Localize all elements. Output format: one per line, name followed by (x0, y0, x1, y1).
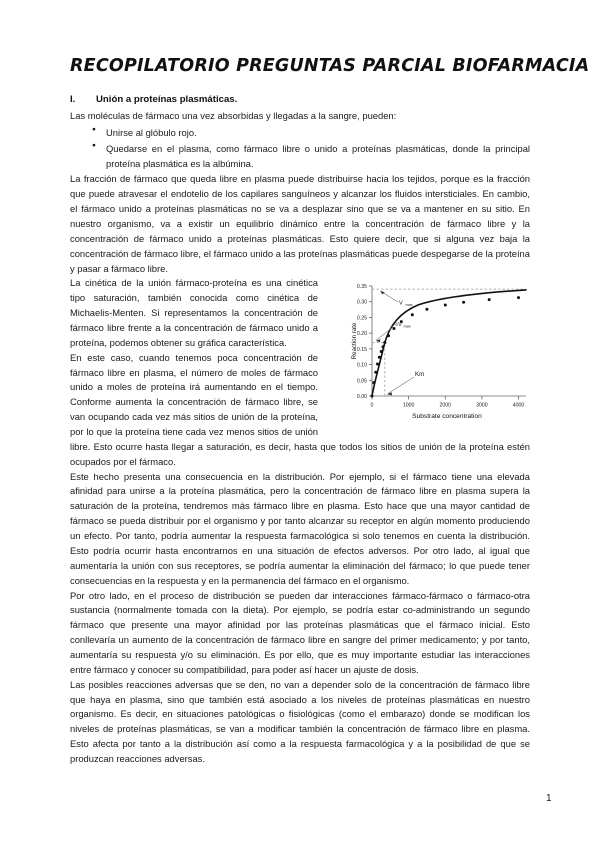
saturation-curve (372, 290, 526, 396)
page-title: RECOPILATORIO PREGUNTAS PARCIAL BIOFARMACIA (70, 56, 590, 76)
data-point (372, 382, 375, 385)
vmax-annotation (380, 291, 413, 307)
vmax-subscript: max (405, 303, 413, 308)
y-tick-label: 0.05 (356, 378, 367, 385)
data-point (411, 314, 414, 317)
y-tick-label: 0.00 (356, 394, 367, 401)
bullet-list (70, 126, 530, 172)
data-point (383, 341, 386, 344)
paragraph-6: Las posibles reacciones adversas que se den, no van a depender solo de la concentración de fármaco libre que haya en plasma, sino que también está asociado a los niveles de proteínas plasmáticas en nuestro organismo. Es decir, en situaciones patológicas o fisiológicas (como el embarazo) donde se modifican los niveles de proteínas plasmáticas, se van a modificar también la concentración de fármaco libre en plasma. Esto afecta por tanto a la distribución así como a la respuesta farmacológica y a la posibilidad de que se produzcan reacciones adversas. (70, 678, 530, 764)
chart-y-ticks (369, 286, 372, 396)
y-tick-label: 0.25 (356, 315, 367, 322)
section-heading (70, 94, 530, 105)
x-tick-label: 3000 (476, 402, 488, 409)
chart-x-axis-label: Substrate concentration (412, 413, 482, 421)
y-tick-label: 0.10 (356, 363, 367, 370)
tail-paragraphs (70, 470, 530, 767)
paragraph-5: Por otro lado, en el proceso de distribución se pueden dar interacciones fármaco-fármaco o fármaco-otra sustancia (normalmente tomada con la dieta). Por ejemplo, se podría estar co-administrando un segundo fármaco que presente una mayor afinidad por las proteínas plasmáticas que el fármaco inicial. Esto conllevaría un aumento de la concentración de fármaco libre en sangre del primer medicamento; y por tanto, aumentaría su respuesta y/o su eliminación. Es por ello, que es muy importante estudiar las interacciones entre fármaco y conocer su compatibilidad, para poder así hacer un ajuste de dosis. (70, 589, 530, 675)
x-tick-label: 1000 (402, 402, 415, 409)
chart-x-tick-labels (371, 403, 525, 409)
paragraph-2: La cinética de la unión fármaco-proteína es una cinética tipo saturación, también conocida como cinética de Michaelis-Menten. Si representamos la concentración de fármaco libre frente a la concentración de fármaco unido a proteína, podemos obtener su gráfica característica. (70, 277, 318, 348)
chart-y-axis-label: Reaction rate (351, 323, 358, 360)
list-item: ● Quedarse en el plasma, como fármaco libre o unido a proteínas plasmáticas, donde la principal proteína plasmática es la albúmina. (106, 142, 530, 172)
data-point (444, 304, 447, 307)
y-tick-label: 0.35 (356, 284, 367, 291)
x-tick-label: 0 (370, 402, 374, 409)
data-point (376, 363, 379, 366)
data-point (382, 346, 385, 349)
half-vmax-subscript: max (403, 325, 411, 330)
data-point (374, 371, 377, 374)
michaelis-menten-chart (330, 278, 530, 430)
paragraph-1: La fracción de fármaco que queda libre en plasma puede distribuirse hacia los tejidos, porque es la fracción que puede atravesar el endotelio de los capilares sanguíneos y alcanzar los fluidos intersticiales. En cambio, el fármaco unido a proteínas plasmáticas no se va a desplazar sino que se va a mantener en su sitio. En nuestro organismo, va a existir un equilibrio dinámico entre la concentración de fármaco libre y la concentración de fármaco unido a proteínas plasmáticas. Esto quiere decir, que si alguna vez baja la concentración de fármaco libre, el fármaco unido a las proteínas plasmáticas puede despegarse de la proteína y pasar a fármaco libre. (70, 173, 530, 274)
section-heading-text: Unión a proteínas plasmáticas. (96, 94, 238, 105)
km-annotation (387, 371, 424, 395)
x-tick-label: 4000 (512, 402, 525, 409)
lead-paragraph: Las moléculas de fármaco una vez absorbidas y llegadas a la sangre, pueden: (70, 110, 397, 121)
paragraph-3: En este caso, cuando tenemos poca concentración de fármaco libre en plasma, el número de moles de fármaco unido a moles de proteína irá aumentando en el tiempo. Conforme aumenta la concentración de fármaco libre, se van ocupando cada vez más sitios de unión de la proteína, por lo que la proteína tiene cada vez menos sitios de unión libre. Esto ocurre hasta llegar a saturación, es decir, hasta que todos los sitios de unión de la proteína estén ocupados por el fármaco. (70, 351, 530, 467)
chart-svg (330, 278, 530, 430)
chart-x-ticks (372, 396, 519, 400)
chart-axes (372, 286, 526, 396)
half-vmax-label: ½V (393, 322, 402, 329)
data-point (425, 308, 428, 311)
x-tick-label: 2000 (439, 402, 452, 409)
y-tick-label: 0.15 (356, 347, 367, 354)
page-number-value: 1 (546, 793, 552, 804)
list-item: ● Unirse al glóbulo rojo. (106, 126, 530, 141)
section-numeral: I. (70, 94, 76, 105)
data-point-markers (371, 297, 521, 398)
paragraph-4: Este hecho presenta una consecuencia en la distribución. Por ejemplo, si el fármaco tiene una elevada afinidad para unirse a la proteína plasmática, pero la concentración de fármaco libre en plasma supera la saturación de la proteína, tendremos más fármaco libre en plasma. Esto hace que una mayor cantidad de fármaco se pueda distribuir por el organismo y por tanto alcanzar su receptor en algún momento produciendo un efecto. Por tanto, podría aumentar la respuesta farmacológica si solo tenemos en cuenta la distribución. Esto podría ocurrir hasta encontrarnos en una situación de efectos adversos. Por otro lado, al igual que aumentaría la unión con sus receptores, se podría aumentar la eliminación del fármaco; lo que puede tener consecuencias en la respuesta y en la permanencia del fármaco en el organismo. (70, 470, 530, 586)
document-content (70, 0, 590, 767)
data-point (517, 297, 520, 300)
data-point (488, 299, 491, 302)
data-point (462, 301, 465, 304)
y-tick-label: 0.20 (356, 331, 367, 338)
chart-y-tick-labels (357, 284, 367, 400)
data-point (387, 335, 390, 338)
data-point (371, 395, 374, 398)
data-point (380, 350, 383, 353)
vmax-label: V (399, 300, 403, 307)
y-tick-label: 0.30 (356, 300, 367, 307)
data-point (378, 356, 381, 359)
km-label: Km (415, 371, 425, 379)
half-vmax-annotation (376, 321, 411, 342)
